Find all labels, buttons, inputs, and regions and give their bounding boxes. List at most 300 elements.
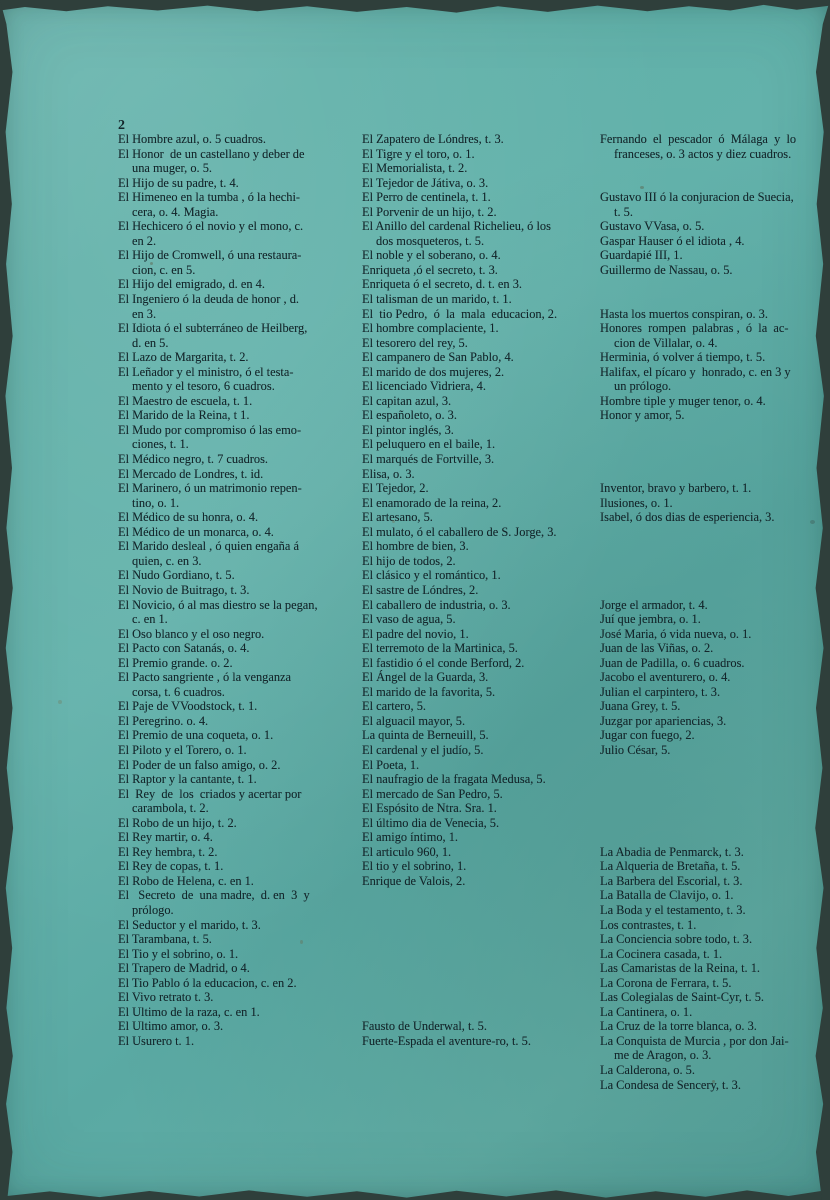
entry-title: El Oso blanco y el oso negro. xyxy=(118,626,265,641)
catalog-entry xyxy=(362,656,590,671)
catalog-entry xyxy=(362,583,590,598)
entry-title: El Premio grande. o. 2. xyxy=(118,655,233,670)
entry-title: El Paje de VVoodstock, t. 1. xyxy=(118,699,258,714)
entry-continuation: cion, c. en 5. xyxy=(132,262,196,277)
catalog-entry xyxy=(600,670,830,685)
catalog-entry xyxy=(362,670,590,685)
entry-title: El Premio de una coqueta, o. 1. xyxy=(118,728,274,743)
column-right xyxy=(600,132,830,1092)
catalog-entry xyxy=(118,918,346,933)
catalog-entry xyxy=(118,583,346,598)
catalog-entry xyxy=(362,1034,590,1049)
entry-title: La Batalla de Clavijo, o. 1. xyxy=(600,888,734,903)
entry-title: El Zapatero de Lóndres, t. 3. xyxy=(362,132,504,146)
catalog-entry xyxy=(118,292,346,321)
entry-spacer xyxy=(362,918,590,933)
entry-continuation: dos mosqueteros, t. 5. xyxy=(376,233,485,248)
catalog-entry xyxy=(118,845,346,860)
catalog-entry xyxy=(600,408,830,423)
catalog-entry xyxy=(118,365,346,394)
entry-spacer xyxy=(600,423,830,438)
entry-title: La Cantinera, o. 1. xyxy=(600,1004,693,1019)
entry-title: Ilusiones, o. 1. xyxy=(600,495,673,510)
entry-title: El Ultimo de la raza, c. en 1. xyxy=(118,1004,260,1019)
catalog-entry xyxy=(362,481,590,496)
entry-spacer xyxy=(600,525,830,540)
entry-spacer xyxy=(600,292,830,307)
entry-title: El Anillo del cardenal Richelieu, ó los xyxy=(362,219,551,234)
entry-spacer xyxy=(600,816,830,831)
catalog-entry xyxy=(362,350,590,365)
entry-title: El noble y el soberano, o. 4. xyxy=(362,248,501,263)
entry-title: Los contrastes, t. 1. xyxy=(600,917,697,932)
entry-continuation: cera, o. 4. Magia. xyxy=(132,204,219,219)
entry-title: El Tio Pablo ó la educacion, c. en 2. xyxy=(118,975,297,990)
catalog-entry xyxy=(362,699,590,714)
entry-spacer xyxy=(600,437,830,452)
catalog-entry xyxy=(118,758,346,773)
entry-title: El fastidio ó el conde Berford, 2. xyxy=(362,655,525,670)
catalog-entry xyxy=(600,1019,830,1034)
entry-title: El licenciado Vidriera, 4. xyxy=(362,379,486,394)
entry-title: El marqués de Fortville, 3. xyxy=(362,452,495,467)
entry-title: El Nudo Gordiano, t. 5. xyxy=(118,568,235,583)
catalog-entry xyxy=(600,874,830,889)
catalog-entry xyxy=(118,510,346,525)
catalog-entry xyxy=(118,481,346,510)
catalog-entry xyxy=(362,859,590,874)
entry-title: El Novio de Buitrago, t. 3. xyxy=(118,582,250,597)
entry-title: El sastre de Lóndres, 2. xyxy=(362,582,479,597)
catalog-entry xyxy=(362,379,590,394)
entry-title: El Tejedor, 2. xyxy=(362,481,429,496)
catalog-entry xyxy=(118,830,346,845)
entry-title: La Abadia de Penmarck, t. 3. xyxy=(600,844,744,859)
catalog-entry xyxy=(362,758,590,773)
entry-title: El Tejedor de Játiva, o. 3. xyxy=(362,175,489,190)
entry-spacer xyxy=(600,467,830,482)
entry-title: El marido de la favorita, 5. xyxy=(362,684,496,699)
entry-title: El Marinero, ó un matrimonio repen- xyxy=(118,481,302,496)
catalog-entry xyxy=(362,627,590,642)
catalog-entry xyxy=(118,641,346,656)
entry-title: El mercado de San Pedro, 5. xyxy=(362,786,503,801)
catalog-entry xyxy=(118,656,346,671)
entry-title: El Himeneo en la tumba , ó la hechi- xyxy=(118,190,301,205)
catalog-entry xyxy=(362,525,590,540)
entry-title: El talisman de un marido, t. 1. xyxy=(362,292,512,307)
catalog-entry xyxy=(118,132,346,147)
entry-title: El españoleto, o. 3. xyxy=(362,408,457,423)
catalog-entry xyxy=(362,743,590,758)
entry-spacer xyxy=(600,787,830,802)
entry-spacer xyxy=(600,452,830,467)
catalog-entry xyxy=(118,350,346,365)
entry-title: Julian el carpintero, t. 3. xyxy=(600,684,721,699)
catalog-entry xyxy=(600,481,830,496)
catalog-entry xyxy=(362,845,590,860)
entry-title: La Alqueria de Bretaña, t. 5. xyxy=(600,859,741,874)
entry-title: La Calderona, o. 5. xyxy=(600,1063,695,1077)
entry-title: El Robo de un hijo, t. 2. xyxy=(118,815,237,830)
catalog-entry xyxy=(118,321,346,350)
catalog-entry xyxy=(600,656,830,671)
entry-title: El Ángel de la Guarda, 3. xyxy=(362,670,489,685)
entry-spacer xyxy=(600,830,830,845)
entry-title: El Marido desleal , ó quien engaña á xyxy=(118,539,299,554)
catalog-entry xyxy=(118,423,346,452)
entry-title: Gaspar Hauser ó el idiota , 4. xyxy=(600,233,745,248)
entry-title: Las Colegialas de Saint-Cyr, t. 5. xyxy=(600,990,764,1005)
catalog-entry xyxy=(362,874,590,889)
entry-title: El Mercado de Londres, t. id. xyxy=(118,466,264,481)
catalog-entry xyxy=(118,787,346,816)
entry-spacer xyxy=(600,568,830,583)
entry-spacer xyxy=(362,976,590,991)
entry-title: El Lazo de Margarita, t. 2. xyxy=(118,350,249,365)
entry-title: La quinta de Berneuill, 5. xyxy=(362,728,489,743)
entry-title: El Tarambana, t. 5. xyxy=(118,932,212,947)
entry-title: El padre del novio, 1. xyxy=(362,626,469,641)
entry-title: El clásico y el romántico, 1. xyxy=(362,568,501,583)
entry-title: El Hijo de su padre, t. 4. xyxy=(118,175,239,190)
entry-title: Jorge el armador, t. 4. xyxy=(600,597,708,612)
catalog-entry xyxy=(600,961,830,976)
catalog-entry xyxy=(362,641,590,656)
catalog-entry xyxy=(362,277,590,292)
catalog-entry xyxy=(118,219,346,248)
catalog-entry xyxy=(600,990,830,1005)
catalog-entry xyxy=(118,699,346,714)
catalog-entry xyxy=(362,336,590,351)
entry-spacer xyxy=(600,772,830,787)
catalog-entry xyxy=(362,423,590,438)
entry-spacer xyxy=(362,947,590,962)
entry-continuation: en 2. xyxy=(132,233,157,248)
entry-title: El Hechicero ó el novio y el mono, c. xyxy=(118,219,304,234)
catalog-entry xyxy=(118,568,346,583)
entry-spacer xyxy=(600,801,830,816)
entry-title: El campanero de San Pablo, 4. xyxy=(362,350,514,365)
entry-title: El alguacil mayor, 5. xyxy=(362,713,466,728)
catalog-entry xyxy=(118,728,346,743)
entry-title: El Pacto sangriente , ó la venganza xyxy=(118,670,292,685)
entry-title: El Hombre azul, o. 5 cuadros. xyxy=(118,132,266,146)
entry-title: Fausto de Underwal, t. 5. xyxy=(362,1019,487,1034)
catalog-entry xyxy=(362,714,590,729)
catalog-entry xyxy=(362,1019,590,1034)
catalog-entry xyxy=(118,598,346,627)
catalog-entry xyxy=(362,132,590,147)
catalog-entry xyxy=(362,816,590,831)
entry-title: Honor y amor, 5. xyxy=(600,408,685,423)
catalog-entry xyxy=(362,787,590,802)
entry-continuation: c. en 1. xyxy=(132,612,168,627)
entry-title: Honores rompen palabras , ó la ac- xyxy=(600,321,789,336)
entry-title: Guillermo de Nassau, o. 5. xyxy=(600,262,733,277)
entry-spacer xyxy=(600,176,830,191)
catalog-entry xyxy=(600,728,830,743)
entry-title: El Pacto con Satanás, o. 4. xyxy=(118,641,250,656)
entry-title: El Raptor y la cantante, t. 1. xyxy=(118,772,257,787)
catalog-entry xyxy=(600,685,830,700)
entry-title: La Boda y el testamento, t. 3. xyxy=(600,902,746,917)
catalog-entry xyxy=(118,467,346,482)
entry-title: El Ultimo amor, o. 3. xyxy=(118,1019,224,1034)
catalog-entry xyxy=(600,903,830,918)
catalog-entry xyxy=(362,830,590,845)
entry-title: Inventor, bravo y barbero, t. 1. xyxy=(600,481,752,496)
catalog-entry xyxy=(118,961,346,976)
catalog-entry xyxy=(118,816,346,831)
catalog-entry xyxy=(600,699,830,714)
entry-title: El Novicio, ó al mas diestro se la pegan, xyxy=(118,597,318,612)
catalog-entry xyxy=(600,1034,830,1063)
catalog-entry xyxy=(118,874,346,889)
entry-continuation: corsa, t. 6 cuadros. xyxy=(132,684,225,699)
entry-spacer xyxy=(600,539,830,554)
entry-title: El Hijo del emigrado, d. en 4. xyxy=(118,277,265,292)
catalog-entry xyxy=(118,394,346,409)
entry-title: Guardapié III, 1. xyxy=(600,248,683,263)
entry-continuation: cion de Villalar, o. 4. xyxy=(614,335,718,350)
catalog-entry xyxy=(600,612,830,627)
entry-title: Juzgar por apariencias, 3. xyxy=(600,713,727,728)
catalog-entry xyxy=(362,539,590,554)
entry-title: La Cocinera casada, t. 1. xyxy=(600,946,723,961)
entry-title: El Idiota ó el subterráneo de Heilberg, xyxy=(118,321,308,336)
catalog-entry xyxy=(118,176,346,191)
catalog-entry xyxy=(118,976,346,991)
entry-continuation: una muger, o. 5. xyxy=(132,161,213,176)
entry-title: El Usurero t. 1. xyxy=(118,1033,195,1048)
catalog-entry xyxy=(118,190,346,219)
entry-title: Jugar con fuego, 2. xyxy=(600,728,695,743)
catalog-entry xyxy=(600,321,830,350)
catalog-entry xyxy=(600,219,830,234)
entry-spacer xyxy=(362,903,590,918)
entry-title: El Leñador y el ministro, ó el testa- xyxy=(118,364,294,379)
catalog-entry xyxy=(600,496,830,511)
entry-title: El último dia de Venecia, 5. xyxy=(362,815,500,830)
catalog-entry xyxy=(118,1005,346,1020)
entry-title: El Ingeniero ó la deuda de honor , d. xyxy=(118,292,299,307)
entry-title: Juan de las Viñas, o. 2. xyxy=(600,641,714,656)
entry-title: La Cruz de la torre blanca, o. 3. xyxy=(600,1019,757,1034)
catalog-entry xyxy=(600,1063,830,1078)
entry-title: Hombre tiple y muger tenor, o. 4. xyxy=(600,393,766,408)
catalog-entry xyxy=(600,190,830,219)
entry-title: José Maria, ó vida nueva, o. 1. xyxy=(600,626,752,641)
entry-spacer xyxy=(362,888,590,903)
catalog-entry xyxy=(362,321,590,336)
entry-title: El Vivo retrato t. 3. xyxy=(118,990,214,1005)
entry-continuation: mento y el tesoro, 6 cuadros. xyxy=(132,379,275,394)
catalog-entry xyxy=(600,932,830,947)
entry-title: El Honor de un castellano y deber de xyxy=(118,146,305,161)
entry-title: Las Camaristas de la Reina, t. 1. xyxy=(600,961,761,976)
entry-continuation: tino, o. 1. xyxy=(132,495,180,510)
folio-number: 2 xyxy=(118,118,126,133)
catalog-entry xyxy=(362,437,590,452)
catalog-entry xyxy=(118,248,346,277)
catalog-entry xyxy=(362,467,590,482)
catalog-entry xyxy=(362,496,590,511)
catalog-entry xyxy=(118,539,346,568)
catalog-entry xyxy=(600,510,830,525)
entry-title: El caballero de industria, o. 3. xyxy=(362,597,511,612)
entry-continuation: prólogo. xyxy=(132,902,174,917)
catalog-entry xyxy=(362,685,590,700)
catalog-entry xyxy=(362,801,590,816)
entry-title: Juan de Padilla, o. 6 cuadros. xyxy=(600,655,745,670)
entry-title: El Médico negro, t. 7 cuadros. xyxy=(118,452,269,467)
entry-title: El Médico de su honra, o. 4. xyxy=(118,510,259,525)
catalog-entry xyxy=(362,219,590,248)
entry-title: Fernando el pescador ó Málaga y lo xyxy=(600,132,797,146)
entry-title: El Marido de la Reina, t 1. xyxy=(118,408,250,423)
entry-continuation: franceses, o. 3 actos y diez cuadros. xyxy=(614,146,792,161)
entry-title: El tio Pedro, ó la mala educacion, 2. xyxy=(362,306,558,321)
entry-title: El Trapero de Madrid, o 4. xyxy=(118,961,250,976)
entry-title: El enamorado de la reina, 2. xyxy=(362,495,502,510)
entry-title: El Poder de un falso amigo, o. 2. xyxy=(118,757,281,772)
catalog-entry xyxy=(362,205,590,220)
entry-title: La Conciencia sobre todo, t. 3. xyxy=(600,932,753,947)
catalog-entry xyxy=(118,525,346,540)
entry-title: Gustavo III ó la conjuracion de Suecia, xyxy=(600,190,794,205)
catalog-entry xyxy=(600,976,830,991)
catalog-entry xyxy=(362,394,590,409)
entry-title: Juana Grey, t. 5. xyxy=(600,699,681,714)
entry-title: Isabel, ó dos dias de esperiencia, 3. xyxy=(600,510,775,525)
catalog-entry xyxy=(118,277,346,292)
catalog-entry xyxy=(600,743,830,758)
entry-continuation: quien, c. en 3. xyxy=(132,553,202,568)
entry-spacer xyxy=(600,277,830,292)
catalog-entry xyxy=(118,147,346,176)
catalog-entry xyxy=(600,234,830,249)
catalog-entry xyxy=(600,947,830,962)
catalog-entry xyxy=(118,859,346,874)
entry-title: La Conquista de Murcia , por don Jai- xyxy=(600,1033,789,1048)
entry-title: El hombre complaciente, 1. xyxy=(362,321,499,336)
catalog-entry xyxy=(118,990,346,1005)
catalog-entry xyxy=(118,888,346,917)
catalog-entry xyxy=(362,263,590,278)
entry-title: El Médico de un monarca, o. 4. xyxy=(118,524,274,539)
entry-title: El Tigre y el toro, o. 1. xyxy=(362,146,475,161)
entry-spacer xyxy=(600,554,830,569)
entry-continuation: me de Aragon, o. 3. xyxy=(614,1048,712,1063)
catalog-entry xyxy=(362,190,590,205)
entry-title: El Perro de centinela, t. 1. xyxy=(362,190,491,205)
entry-title: Juí que jembra, o. 1. xyxy=(600,612,701,627)
catalog-entry xyxy=(362,452,590,467)
catalog-entry xyxy=(118,1019,346,1034)
entry-title: El Espósito de Ntra. Sra. 1. xyxy=(362,801,497,816)
entry-title: El Mudo por compromiso ó las emo- xyxy=(118,422,302,437)
entry-title: El cartero, 5. xyxy=(362,699,426,714)
entry-title: Elisa, o. 3. xyxy=(362,466,415,481)
entry-title: El Poeta, 1. xyxy=(362,757,420,772)
catalog-entry xyxy=(118,714,346,729)
catalog-entry xyxy=(118,408,346,423)
catalog-entry xyxy=(600,1078,830,1093)
entry-title: Julio César, 5. xyxy=(600,742,671,757)
entry-title: El Maestro de escuela, t. 1. xyxy=(118,393,253,408)
entry-title: El capitan azul, 3. xyxy=(362,393,452,408)
catalog-entry xyxy=(600,248,830,263)
entry-title: El peluquero en el baile, 1. xyxy=(362,437,496,452)
entry-title: El Rey martir, o. 4. xyxy=(118,830,213,845)
entry-title: El Porvenir de un hijo, t. 2. xyxy=(362,204,497,219)
entry-title: El Seductor y el marido, t. 3. xyxy=(118,917,261,932)
catalog-entry xyxy=(600,365,830,394)
entry-title: Fuerte-Espada el aventure-ro, t. 5. xyxy=(362,1033,531,1048)
entry-title: El Rey de los criados y acertar por xyxy=(118,786,302,801)
entry-title: El hombre de bien, 3. xyxy=(362,539,469,554)
catalog-entry xyxy=(118,1034,346,1049)
entry-title: El marido de dos mujeres, 2. xyxy=(362,364,505,379)
catalog-entry xyxy=(600,888,830,903)
entry-title: Enriqueta ,ó el secreto, t. 3. xyxy=(362,262,498,277)
entry-title: El Hijo de Cromwell, ó una restaura- xyxy=(118,248,302,263)
column-center xyxy=(362,132,590,1048)
entry-title: El Robo de Helena, c. en 1. xyxy=(118,873,254,888)
catalog-entry xyxy=(600,350,830,365)
entry-title: El Rey hembra, t. 2. xyxy=(118,844,218,859)
catalog-entry xyxy=(362,161,590,176)
paper-speck xyxy=(58,700,62,704)
entry-title: El Peregrino. o. 4. xyxy=(118,713,209,728)
catalog-entry xyxy=(362,408,590,423)
entry-title: El Secreto de una madre, d. en 3 y xyxy=(118,888,310,903)
catalog-entry xyxy=(362,176,590,191)
entry-title: Hasta los muertos conspiran, o. 3. xyxy=(600,306,768,321)
entry-title: El pintor inglés, 3. xyxy=(362,422,454,437)
entry-title: El tesorero del rey, 5. xyxy=(362,335,468,350)
catalog-entry xyxy=(600,132,830,161)
entry-continuation: t. 5. xyxy=(614,204,633,219)
column-left xyxy=(118,132,346,1048)
entry-spacer xyxy=(362,932,590,947)
catalog-entry xyxy=(600,394,830,409)
catalog-entry xyxy=(600,1005,830,1020)
entry-continuation: carambola, t. 2. xyxy=(132,801,209,816)
entry-title: Enriqueta ó el secreto, d. t. en 3. xyxy=(362,277,522,292)
entry-title: El Memorialista, t. 2. xyxy=(362,161,468,176)
entry-title: Herminia, ó volver á tiempo, t. 5. xyxy=(600,350,766,365)
catalog-entry xyxy=(600,641,830,656)
catalog-entry xyxy=(362,365,590,380)
entry-title: El vaso de agua, 5. xyxy=(362,612,456,627)
entry-title: El mulato, ó el caballero de S. Jorge, 3. xyxy=(362,524,557,539)
entry-spacer xyxy=(600,161,830,176)
entry-spacer xyxy=(362,961,590,976)
catalog-entry xyxy=(118,452,346,467)
catalog-entry xyxy=(600,918,830,933)
catalog-entry xyxy=(362,307,590,322)
entry-title: La Barbera del Escorial, t. 3. xyxy=(600,873,743,888)
entry-continuation: ciones, t. 1. xyxy=(132,437,189,452)
catalog-entry xyxy=(362,510,590,525)
entry-title: Gustavo VVasa, o. 5. xyxy=(600,219,705,234)
entry-spacer xyxy=(362,1005,590,1020)
catalog-entry xyxy=(118,932,346,947)
entry-continuation: en 3. xyxy=(132,306,157,321)
catalog-entry xyxy=(600,859,830,874)
